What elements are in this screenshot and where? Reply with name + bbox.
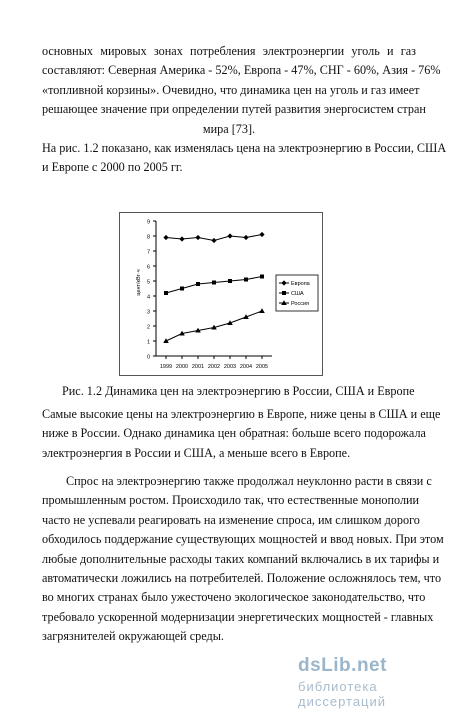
data-point (195, 235, 200, 240)
text-line: На рис. 1.2 показано, как изменялась цена на электроэнергию в России, США (42, 141, 447, 155)
text-line: обходилось поддержание существующих мощностей и ввод новых. При этом (42, 532, 444, 547)
data-point (212, 281, 216, 285)
text-line: часто не успевали реагировать на изменение спроса, им слишком дорого (42, 512, 420, 527)
data-point (228, 279, 232, 283)
text-line: составляют: Северная Америка - 52%, Европа - 47%, СНГ - 60%, Азия - 76% (42, 63, 441, 78)
data-point (163, 235, 168, 240)
y-tick-label: 8 (146, 234, 150, 241)
data-point (227, 233, 232, 238)
text-line: требовало ускоренной модернизации энергетических мощностей - главных (42, 609, 434, 624)
x-tick-label: 2001 (191, 364, 205, 370)
text-line: автоматически ложились на потребителей. Положение осложнялось тем, что (42, 571, 442, 586)
text-line: решающее значение при определении путей развития энергосистем стран (42, 102, 426, 117)
y-tick-label: 7 (146, 249, 150, 256)
legend-marker (282, 291, 286, 295)
data-point (243, 235, 248, 240)
text-line: электроэнергия в России и США, а меньше всего в Европе. (42, 445, 351, 460)
data-point (259, 232, 264, 237)
y-tick-label: 0 (146, 354, 150, 361)
y-tick-label: 1 (146, 339, 150, 346)
price-chart (120, 213, 322, 375)
paragraph-1 (42, 42, 441, 139)
y-axis-label: цент/кВт·ч (136, 269, 142, 296)
figure-chart (119, 212, 323, 376)
text-line: ниже в России. Однако динамика цен обратная: больше всего подорожала (42, 426, 426, 441)
y-tick-label: 6 (146, 264, 150, 271)
y-tick-label: 2 (146, 324, 150, 331)
data-point (211, 238, 216, 243)
paragraph-4 (42, 472, 444, 647)
x-tick-label: 1999 (159, 364, 173, 370)
y-tick-label: 3 (146, 309, 150, 316)
text-line: промышленным ростом. Происходило так, что естественные монополии (42, 493, 420, 508)
x-tick-label: 2002 (207, 364, 221, 370)
text-line: и Европе с 2000 по 2005 гг. (42, 160, 183, 175)
x-tick-label: 2004 (239, 364, 253, 370)
x-tick-label: 2005 (255, 364, 269, 370)
legend-label: Россия (291, 301, 310, 307)
data-point (244, 278, 248, 282)
data-point (164, 291, 168, 295)
data-point (259, 308, 265, 313)
y-tick-label: 4 (146, 294, 150, 301)
data-point (179, 236, 184, 241)
text-line: Спрос на электроэнергию также продолжал неуклонно расти в связи с (66, 474, 432, 488)
text-line: во многих странах было ужесточено экологическое законодательство, что (42, 590, 426, 605)
legend-label: США (291, 291, 304, 297)
x-tick-label: 2003 (223, 364, 237, 370)
legend-label: Европа (291, 281, 310, 287)
text-line: загрязнителей окружающей среды. (42, 629, 224, 644)
text-line: любые дополнительные расходы таких компаний включались в их тарифы и (42, 551, 440, 566)
data-point (180, 287, 184, 291)
y-tick-label: 5 (146, 279, 150, 286)
text-line: мира [73]. (202, 121, 256, 136)
text-line: основных мировых зонах потребления электроэнергии уголь и газ (42, 44, 416, 58)
paragraph-2 (42, 139, 447, 178)
y-tick-label: 9 (146, 219, 150, 226)
figure-caption: Рис. 1.2 Динамика цен на электроэнергию в России, США и Европе (62, 384, 415, 398)
text-line: Самые высокие цены на электроэнергию в Европе, ниже цены в США и еще (42, 407, 441, 421)
watermark-subtitle: библиотека диссертаций (298, 679, 387, 709)
text-line: «топливной корзины». Очевидно, что динамика цен на уголь и газ имеет (42, 82, 420, 97)
x-tick-label: 2000 (175, 364, 189, 370)
watermark-logo: dsLib.net (298, 655, 387, 676)
data-point (260, 275, 264, 279)
paragraph-3 (42, 405, 441, 463)
data-point (196, 282, 200, 286)
